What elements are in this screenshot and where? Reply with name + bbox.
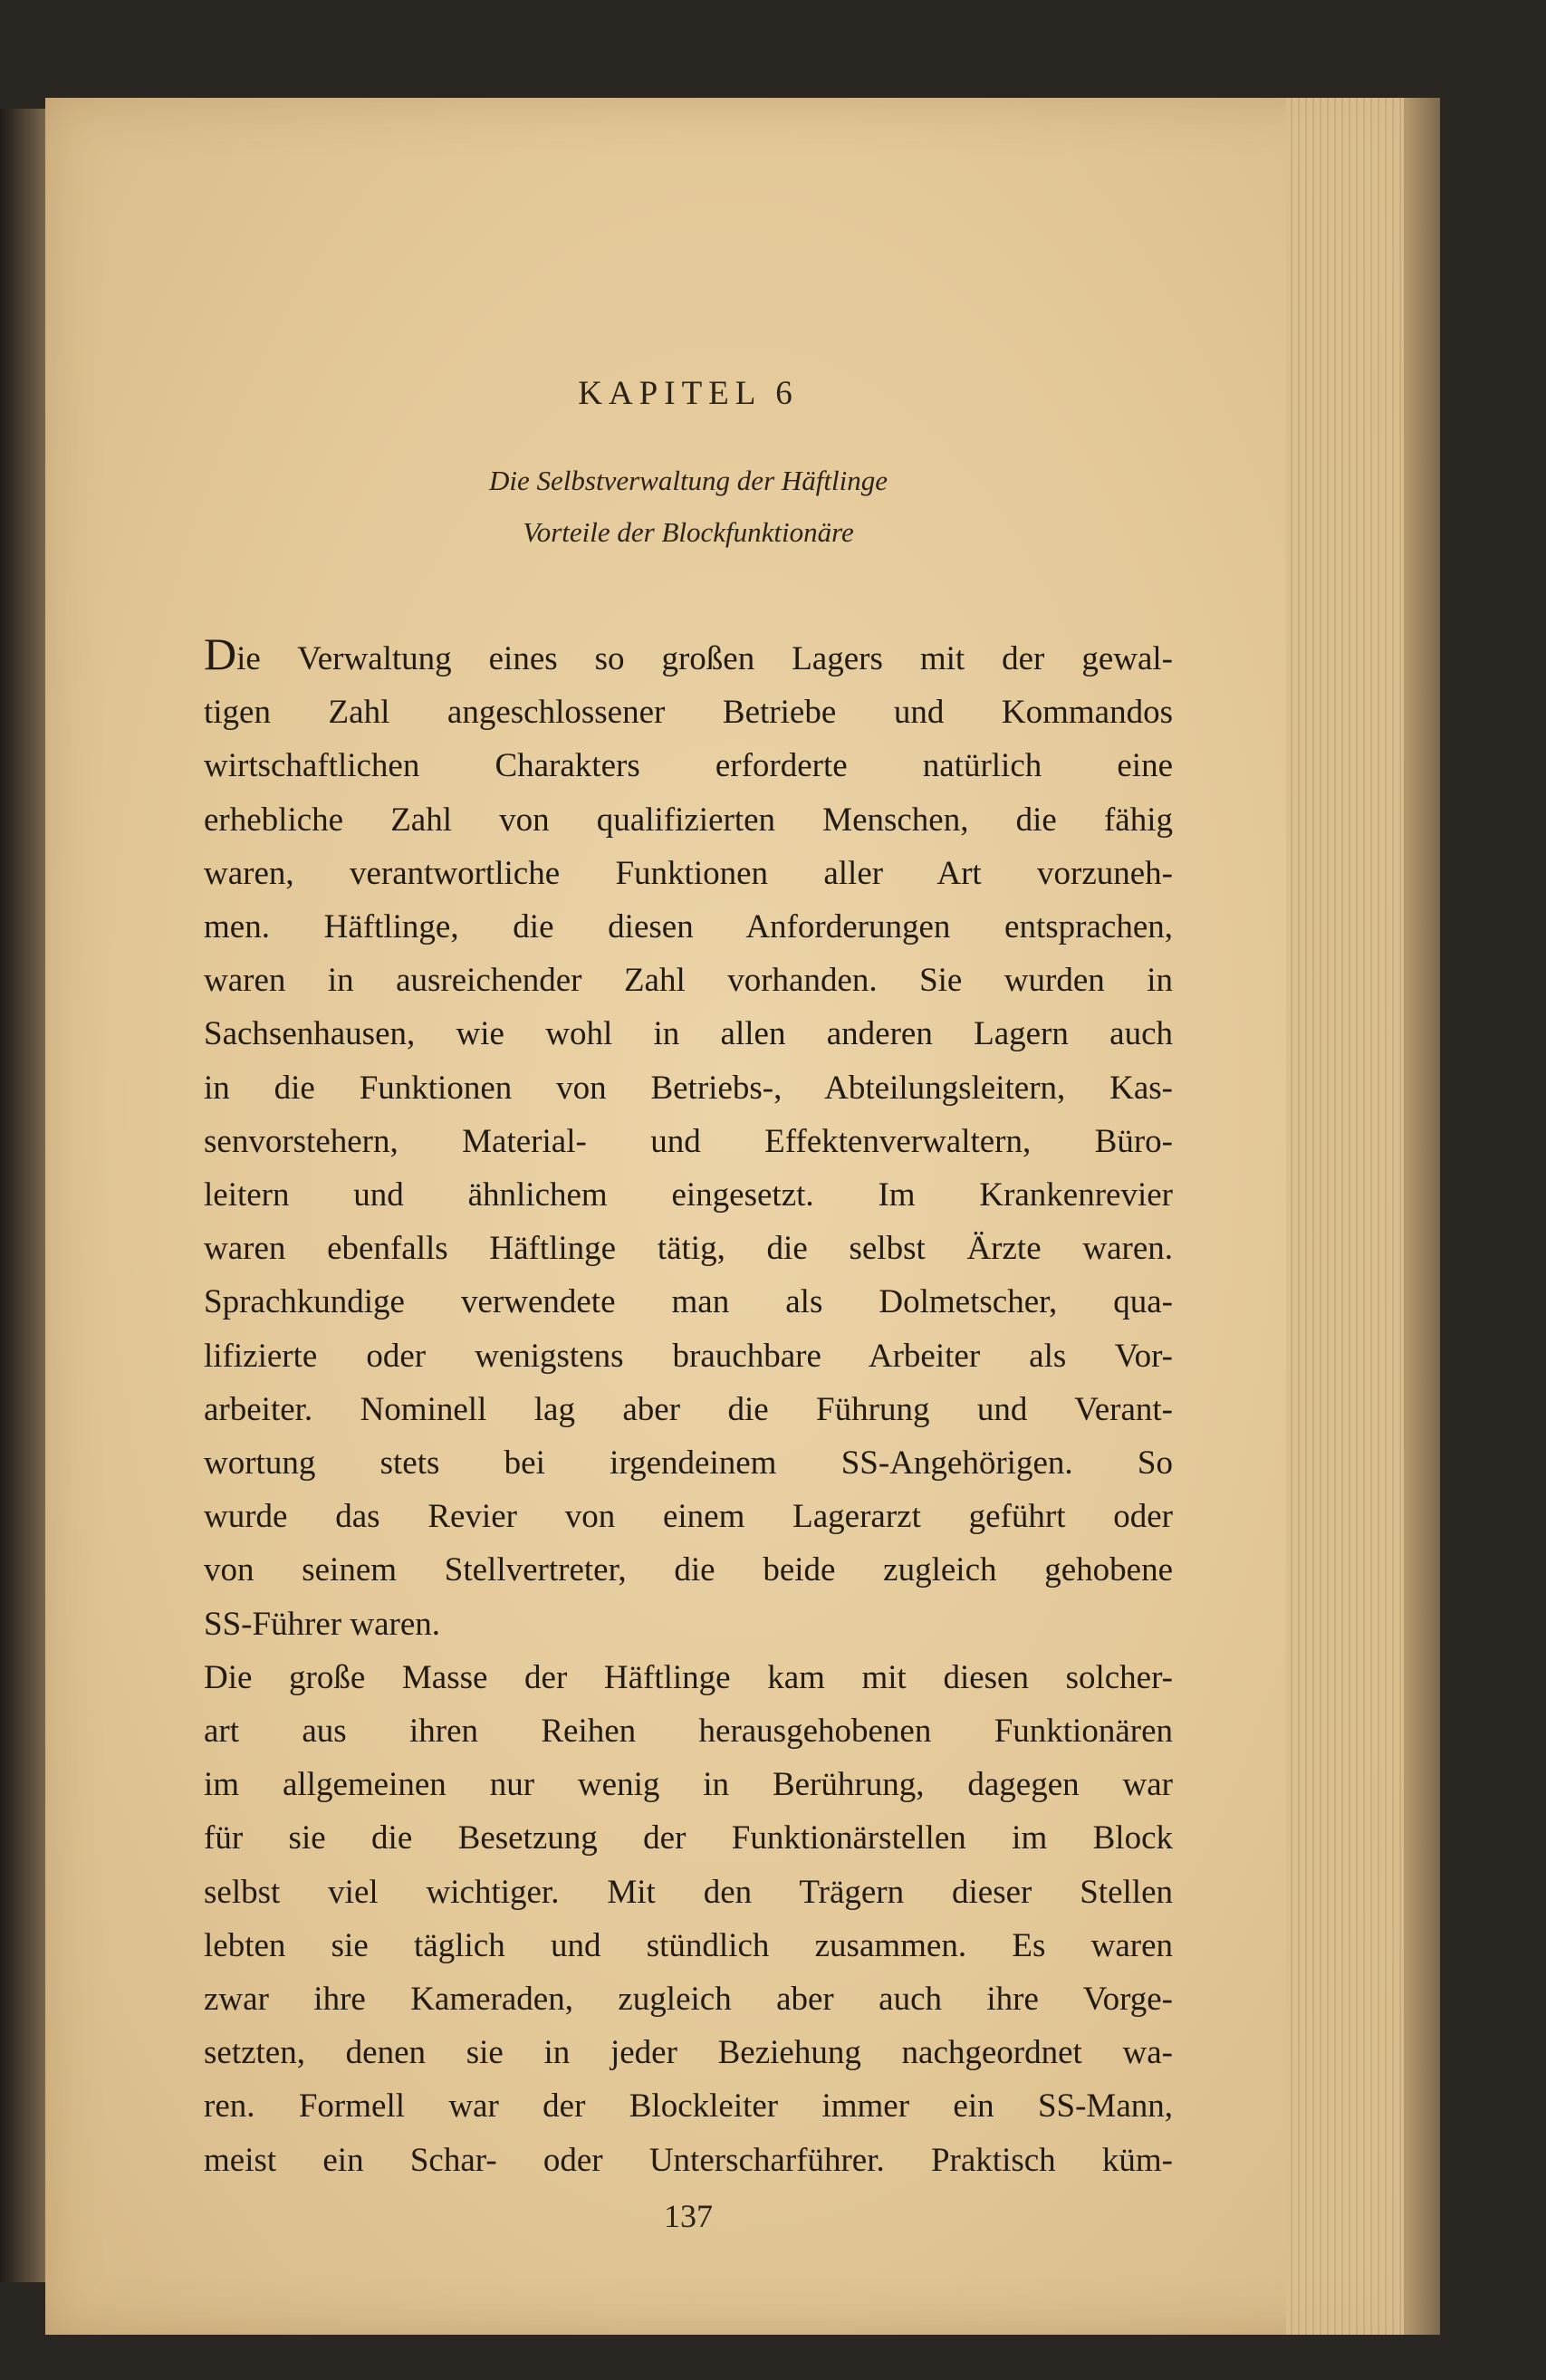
book-page [45,98,1422,2335]
text-line: zwar ihre Kameraden, zugleich aber auch ihre Vorge- [204,1981,1173,2019]
text-line: für sie die Besetzung der Funktionärstellen im Block [204,1819,1173,1857]
text-line: arbeiter. Nominell lag aber die Führung und Verant- [204,1390,1173,1428]
text-line: lebten sie täglich und stündlich zusammen. Es waren [204,1926,1173,1964]
text-line: waren in ausreichender Zahl vorhanden. Sie wurden in [204,962,1173,1000]
text-line: wortung stets bei irgendeinem SS-Angehörigen. So [204,1444,1173,1483]
text-line: im allgemeinen nur wenig in Berührung, dagegen war [204,1766,1173,1804]
text-line: erhebliche Zahl von qualifizierten Menschen, die fähig [204,801,1173,839]
text-line: wirtschaftlichen Charakters erforderte natürlich eine [204,747,1173,785]
text-line: Sprachkundige verwendete man als Dolmetscher, qua- [204,1283,1173,1321]
text-line: meist ein Schar- oder Unterscharführer. Praktisch küm- [204,2141,1173,2179]
text-line: waren ebenfalls Häftlinge tätig, die selbst Ärzte waren. [204,1230,1173,1268]
text-line: ie Verwaltung eines so großen Lagers mit der gewal- [236,640,1173,677]
text-line: leitern und ähnlichem eingesetzt. Im Krankenrevier [204,1176,1173,1214]
page-stack-edge [1286,98,1422,2335]
text-line: tigen Zahl angeschlossener Betriebe und Kommandos [204,694,1173,732]
text-line: in die Funktionen von Betriebs-, Abteilungsleitern, Kas- [204,1069,1173,1107]
text-line: waren, verantwortliche Funktionen aller Art vorzuneh- [204,854,1173,892]
text-line: ren. Formell war der Blockleiter immer ein SS-Mann, [204,2087,1173,2126]
text-line: art aus ihren Reihen herausgehobenen Funktionären [204,1713,1173,1751]
text-line: senvorstehern, Material- und Effektenverwaltern, Büro- [204,1122,1173,1160]
chapter-heading: KAPITEL 6 [578,375,799,412]
chapter-subtitle-1: Die Selbstverwaltung der Häftlinge [489,465,888,496]
text-line: SS-Führer waren. [204,1605,441,1643]
text-line: setzten, denen sie in jeder Beziehung nachgeordnet wa- [204,2034,1173,2072]
text-line: selbst viel wichtiger. Mit den Trägern dieser Stellen [204,1873,1173,1911]
body-text [204,629,1173,2187]
book-fore-edge [1404,98,1440,2335]
text-line: lifizierte oder wenigstens brauchbare Arbeiter als Vor- [204,1337,1173,1375]
text-line: Die große Masse der Häftlinge kam mit diesen solcher- [204,1658,1173,1696]
page-number: 137 [664,2198,713,2234]
chapter-subtitle-2: Vorteile der Blockfunktionäre [523,516,854,548]
text-line: Sachsenhausen, wie wohl in allen anderen Lagern auch [204,1015,1173,1053]
text-line: men. Häftlinge, die diesen Anforderungen entsprachen, [204,908,1173,946]
text-line: von seinem Stellvertreter, die beide zugleich gehobene [204,1551,1173,1589]
text-line-first [204,629,1173,686]
text-line: wurde das Revier von einem Lagerarzt geführt oder [204,1498,1173,1536]
drop-cap: D [204,629,237,679]
